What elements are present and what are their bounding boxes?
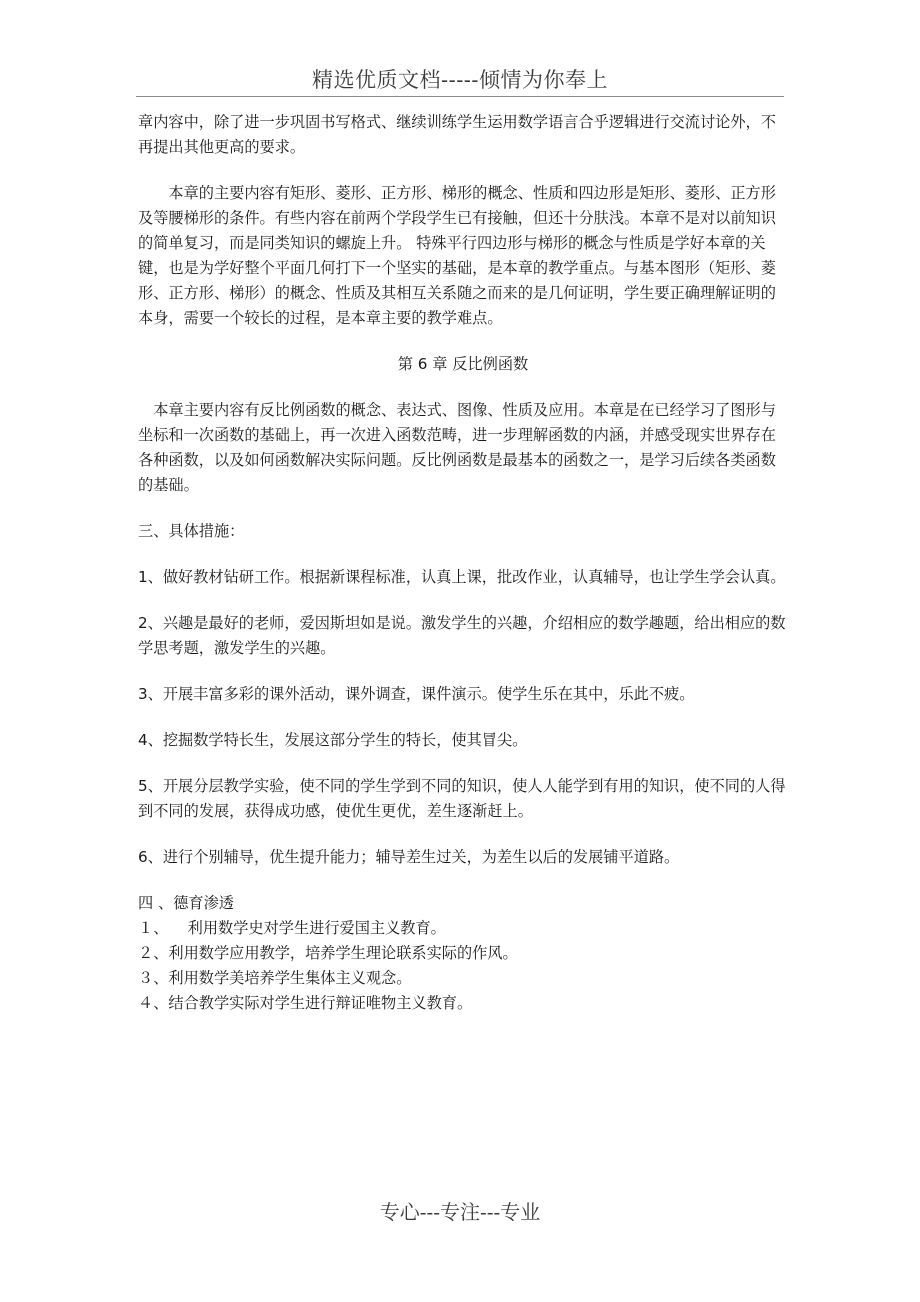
- measure-item: 2、兴趣是最好的老师，爱因斯坦如是说。激发学生的兴趣，介绍相应的数学趣题，给出相应的数学思考题，激发学生的兴趣。: [138, 614, 786, 657]
- measure-item: 1、做好教材钻研工作。根据新课程标准，认真上课，批改作业，认真辅导，也让学生学会认真。: [138, 568, 786, 586]
- measure-item: 6、进行个别辅导，优生提升能力；辅导差生过关，为差生以后的发展铺平道路。: [138, 848, 680, 866]
- moral-item: ４、结合教学实际对学生进行辩证唯物主义教育。: [138, 994, 473, 1012]
- chapter5-paragraph: 本章的主要内容有矩形、菱形、正方形、梯形的概念、性质和四边形是矩形、菱形、正方形及等腰梯形的条件。有些内容在前两个学段学生已有接触，但还十分肤浅。本章不是对以前知识的简单复习，而是同类知识的螺旋上升。 特殊平行四边形与梯形的概念与性质是学好本章的关键，也是为学好整个平面几何打下一个坚实的基础，是本章的教学重点。与基本图形（矩形、菱形、正方形、梯形）的概念、性质及其相互关系随之而来的是几何证明，学生要正确理解证明的本身，需要一个较长的过程，是本章主要的教学难点。: [138, 184, 776, 327]
- intro-paragraph: 章内容中，除了进一步巩固书写格式、继续训练学生运用数学语言合乎逻辑进行交流讨论外，不再提出其他更高的要求。: [138, 113, 776, 156]
- moral-item: ３、利用数学美培养学生集体主义观念。: [138, 969, 412, 987]
- measure-item: 4、挖掘数学特长生，发展这部分学生的特长，使其冒尖。: [138, 731, 528, 749]
- measure-item: 5、开展分层教学实验，使不同的学生学到不同的知识，使人人能学到有用的知识，使不同的人得到不同的发展，获得成功感，使优生更优，差生逐渐赶上。: [138, 777, 786, 820]
- page-footer: 专心---专注---专业: [379, 1200, 541, 1224]
- moral-item: ２、利用数学应用教学，培养学生理论联系实际的作风。: [138, 944, 518, 962]
- document-body: [138, 110, 788, 1016]
- measure-item: 3、开展丰富多彩的课外活动，课外调查，课件演示。使学生乐在其中，乐此不疲。: [138, 685, 695, 703]
- chapter6-paragraph: 本章主要内容有反比例函数的概念、表达式、图像、性质及应用。本章是在已经学习了图形与坐标和一次函数的基础上，再一次进入函数范畴，进一步理解函数的内涵，并感受现实世界存在各种函数，以及如何函数解决实际问题。反比例函数是最基本的函数之一，是学习后续各类函数的基础。: [138, 401, 776, 494]
- moral-heading: 四 、德育渗透: [138, 894, 234, 912]
- measures-heading: 三、具体措施：: [138, 522, 245, 540]
- page-header: 精选优质文档-----倾情为你奉上: [312, 68, 608, 92]
- moral-item: １、 利用数学史对学生进行爱国主义教育。: [138, 919, 446, 937]
- chapter6-title: 第 6 章 反比例函数: [397, 355, 529, 373]
- header-divider: [136, 96, 784, 97]
